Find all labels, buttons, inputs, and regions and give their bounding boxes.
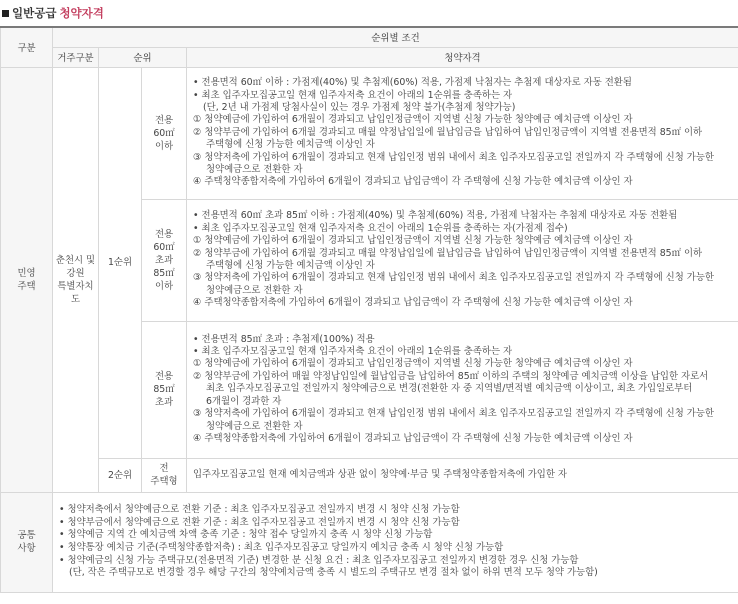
category-private-housing: 민영 주택: [1, 67, 53, 492]
header-gubun: 구분: [1, 27, 53, 67]
qualification-table: [0, 26, 738, 593]
qualification-over-85: • 전용면적 85㎡ 초과 : 추첨제(100%) 적용 • 최초 입주자모집공고일 현재 입주자저축 요건이 아래의 1순위를 충족하는 자 ① 청약예금에 가입하여 6개월이 경과되고 납입인정금액이 지역별 신청 가능한 청약예금 예치금액 이상인 자 ② 청약부금에 가입하여 매월 약정납입일에 월납입금을 납입하여 85㎡ 이하의 주택의 청약예금 예치금액 이상을 납입한 자로서 최초 입주자모집공고일 전일까지 청약예금으로 변경(전환한 자 중 지역별/면적별 예치금액 이상이고, 최초 가입일로부터 6개월이 경과한 자 ③ 청약저축에 가입하여 6개월이 경과되고 현재 납입인정 범위 내에서 최초 입주자모집공고일 전일까지 각 주택형에 신청 가능한 청약예금으로 전환한 자 ④ 주택청약종합저축에 가입하여 6개월이 경과되고 납입금액이 각 주택형에 신청 가능한 예치금액 이상인 자: [187, 321, 738, 458]
qualification-under-60: • 전용면적 60㎡ 이하 : 가점제(40%) 및 추첨제(60%) 적용, 가점제 낙첨자는 추첨제 대상자로 자동 전환됨 • 최초 입주자모집공고일 현재 입주자저축 요건이 아래의 1순위를 충족하는 자 (단, 2년 내 가점제 당첨사실이 있는 경우 가점제 청약 불가(추첨제 청약가능) ① 청약예금에 가입하여 6개월이 경과되고 납입인정금액이 지역별 신청 가능한 청약예금 예치금액 이상인 자 ② 청약부금에 가입하여 6개월 경과되고 매월 약정납입일에 월납입금을 납입하여 납입인정금액이 지역별 전용면적 85㎡ 이하 주택형에 신청 가능한 예치금액 이상인 자 ③ 청약저축에 가입하여 6개월이 경과되고 현재 납입인정 범위 내에서 최초 입주자모집공고일 전일까지 각 주택형에 신청 가능한 청약예금으로 전환한 자 ④ 주택청약종합저축에 가입하여 6개월이 경과되고 납입금액이 각 주택형에 신청 가능한 예치금액 이상인 자: [187, 67, 738, 199]
section-title-prefix: 일반공급: [12, 6, 57, 20]
header-residence: 거주구분: [53, 47, 99, 67]
rank-second: 2순위: [99, 458, 142, 492]
header-qualification: 청약자격: [187, 47, 738, 67]
size-over-85: 전용 85㎡ 초과: [142, 321, 187, 458]
section-title: [2, 4, 104, 22]
size-60-to-85: 전용 60㎡ 초과 85㎡ 이하: [142, 199, 187, 321]
header-rank: 순위: [99, 47, 187, 67]
residence-region: 춘천시 및 강원 특별자치도: [53, 67, 99, 492]
category-common: 공통 사항: [1, 492, 53, 592]
common-notes: • 청약저축에서 청약예금으로 전환 기준 : 최초 입주자모집공고 전일까지 변경 시 청약 신청 가능함 • 청약부금에서 청약예금으로 전환 기준 : 최초 입주자모집공고 전일까지 변경 시 청약 신청 가능함 • 청약예금 지역 간 예치금액 차액 충족 기준 : 청약 접수 당일까지 충족 시 청약 신청 가능함 • 청약통장 예치금 기준(주택청약종합저축) : 최초 입주자모집공고 당일까지 예치금 충족 시 청약 신청 가능함 • 청약예금의 신청 가능 주택규모(전용면적 기준) 변경한 분 신청 요건 : 최초 입주자모집공고 전일까지 변경한 경우 신청 가능함 (단, 작은 주택규모로 변경할 경우 해당 구간의 청약예치금액 충족 시 별도의 주택규모 변경 절차 없이 하위 면적 모두 청약 가능함): [53, 492, 738, 592]
size-under-60: 전용 60㎡ 이하: [142, 67, 187, 199]
qualification-second-rank: 입주자모집공고일 현재 예치금액과 상관 없이 청약예·부금 및 주택청약종합저축에 가입한 자: [187, 458, 738, 492]
rank-first: 1순위: [99, 67, 142, 458]
header-condition: 순위별 조건: [53, 27, 738, 47]
square-bullet-icon: [2, 10, 9, 17]
section-title-highlight: 청약자격: [59, 6, 104, 20]
qualification-60-to-85: • 전용면적 60㎡ 초과 85㎡ 이하 : 가점제(40%) 및 추첨제(60%) 적용, 가점제 낙첨자는 추첨제 대상자로 자동 전환됨 • 최초 입주자모집공고일 현재 입주자저축 요건이 아래의 1순위를 충족하는 자(가점제 접수) ① 청약예금에 가입하여 6개월이 경과되고 납입인정금액이 지역별 신청 가능한 청약예금 예치금액 이상인 자 ② 청약부금에 가입하여 6개월 경과되고 매월 약정납입일에 월납입금을 납입하여 납입인정금액이 지역별 전용면적 85㎡ 이하 주택형에 신청 가능한 예치금액 이상인 자 ③ 청약저축에 가입하여 6개월이 경과되고 현재 납입인정 범위 내에서 최초 입주자모집공고일 전일까지 각 주택형에 신청 가능한 청약예금으로 전환한 자 ④ 주택청약종합저축에 가입하여 6개월이 경과되고 납입금액이 각 주택형에 신청 가능한 예치금액 이상인 자: [187, 199, 738, 321]
size-all-types: 전 주택형: [142, 458, 187, 492]
